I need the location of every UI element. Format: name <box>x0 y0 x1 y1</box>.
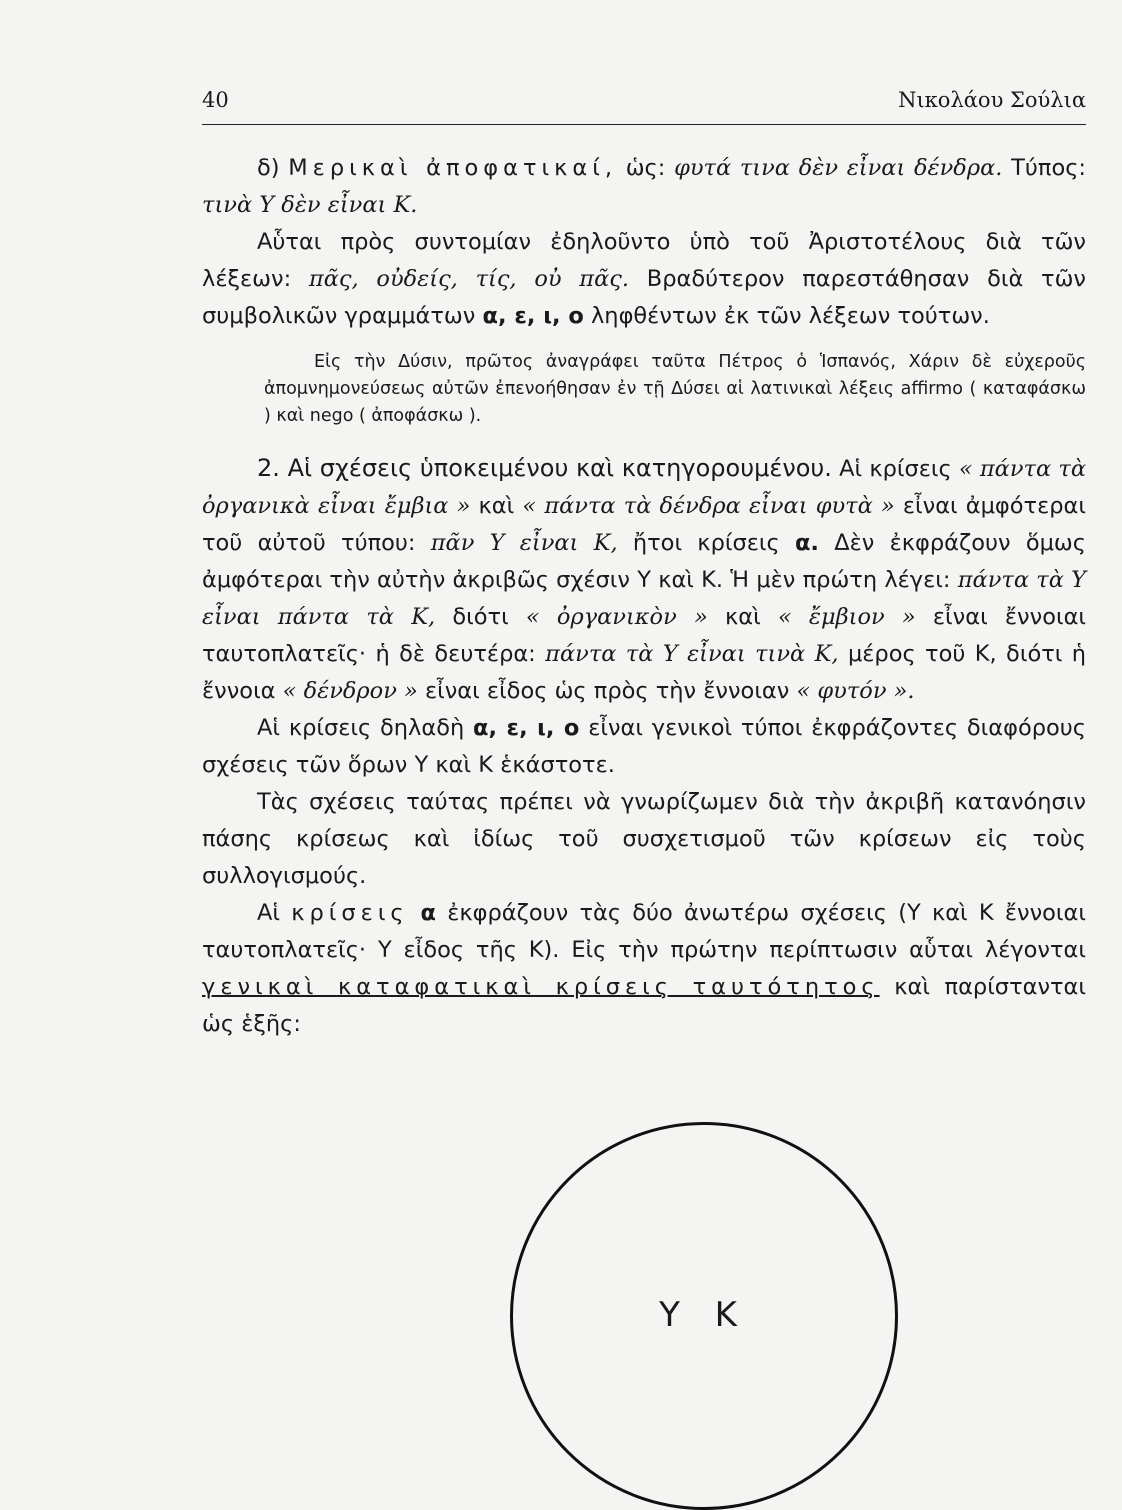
running-head-author: Νικολάου Σούλια <box>898 88 1086 112</box>
paragraph-general-types: Αἱ κρίσεις δηλαδὴ α, ε, ι, ο εἶναι γενικοὶ τύποι ἐκφράζοντες διαφόρους σχέσεις τῶν ὅρων Υ καὶ Κ ἑκάστοτε. <box>202 715 1086 778</box>
footnote-paragraph: Εἰς τὴν Δύσιν, πρῶτος ἀναγράφει ταῦτα Πέτρος ὁ Ἱσπανός, Χάριν δὲ εὐχεροῦς ἀπομνημονεύσεως αὐτῶν ἐπενοήθησαν ἐν τῇ Δύσει αἱ λατινικαὶ λέξεις affirmo ( καταφάσκω ) καὶ nego ( ἀποφάσκω ). <box>264 352 1086 426</box>
paragraph-aristotle: Αὗται πρὸς συντομίαν ἐδηλοῦντο ὑπὸ τοῦ Ἀριστοτέλους διὰ τῶν λέξεων: πᾶς, οὐδείς, τίς, οὐ πᾶς. Βραδύτερον παρεστάθησαν διὰ τῶν συμβολικῶν γραμμάτων α, ε, ι, ο ληφθέντων ἐκ τῶν λέξεων τούτων. <box>202 229 1086 329</box>
term-identity-judgments: γενικαὶ καταφατικαὶ κρίσεις ταυτότητος <box>202 974 880 1000</box>
term-partial-negative: Μερικαὶ ἀποφατικαί, <box>288 155 617 181</box>
euler-circle-diagram <box>510 1122 898 1510</box>
aristotle-words: πᾶς, οὐδείς, τίς, οὐ πᾶς. <box>308 266 630 292</box>
page-number: 40 <box>202 88 229 112</box>
example-text: φυτά τινα δὲν εἶναι δένδρα. <box>674 155 1003 181</box>
paragraph-partial-negative: δ) Μερικαὶ ἀποφατικαί, ὡς: φυτά τινα δὲν εἶναι δένδρα. Τύπος: τινὰ Υ δὲν εἶναι Κ. <box>202 155 1087 218</box>
section-2-paragraph: 2. Αἱ σχέσεις ὑποκειμένου καὶ κατηγορουμένου. Αἱ κρίσεις « πάντα τὰ ὀργανικὰ εἶναι ἔμβια » καὶ « πάντα τὰ δένδρα εἶναι φυτὰ » εἶναι ἀμφότεραι τοῦ αὐτοῦ τύπου: πᾶν Υ εἶναι Κ, ἤτοι κρίσεις α. Δὲν ἐκφράζουν ὅμως ἀμφότεραι τὴν αὐτὴν ἀκριβῶς σχέσιν Υ καὶ Κ. Ἡ μὲν πρώτη λέγει: πάντα τὰ Υ εἶναι πάντα τὰ Κ, διότι « ὀργανικὸν » καὶ « ἔμβιον » εἶναι ἔννοιαι ταυτοπλατεῖς· ἡ δὲ δευτέρα: πάντα τὰ Υ εἶναι τινὰ Κ, μέρος τοῦ Κ, διότι ἡ ἔννοια « δένδρον » εἶναι εἶδος ὡς πρὸς τὴν ἔννοιαν « φυτόν ». <box>202 454 1087 704</box>
symbol-letters: α, ε, ι, ο <box>482 303 584 329</box>
paragraph-relations: Τὰς σχέσεις ταύτας πρέπει νὰ γνωρίζωμεν διὰ τὴν ἀκριβῆ κατανόησιν πάσης κρίσεως καὶ ἰδίως τοῦ συσχετισμοῦ τῶν κρίσεων εἰς τοὺς συλλογισμούς. <box>202 789 1086 889</box>
paragraph-a-judgments: Αἱ κρίσεις α ἐκφράζουν τὰς δύο ἀνωτέρω σχέσεις (Υ καὶ Κ ἔννοιαι ταυτοπλατεῖς· Υ εἶδος τῆς Κ). Εἰς τὴν πρώτην περίπτωσιν αὗται λέγονται γενικαὶ καταφατικαὶ κρίσεις ταυτότητος καὶ παρίστανται ὡς ἑξῆς: <box>202 900 1087 1037</box>
header-rule <box>202 124 1086 125</box>
type-formula: τινὰ Υ δὲν εἶναι Κ. <box>202 192 418 218</box>
section-heading: 2. Αἱ σχέσεις ὑποκειμένου καὶ κατηγορουμένου. <box>257 454 832 482</box>
diagram-label: Υ Κ <box>659 1295 749 1335</box>
page-header <box>202 88 1086 118</box>
page-body <box>202 150 1086 1043</box>
